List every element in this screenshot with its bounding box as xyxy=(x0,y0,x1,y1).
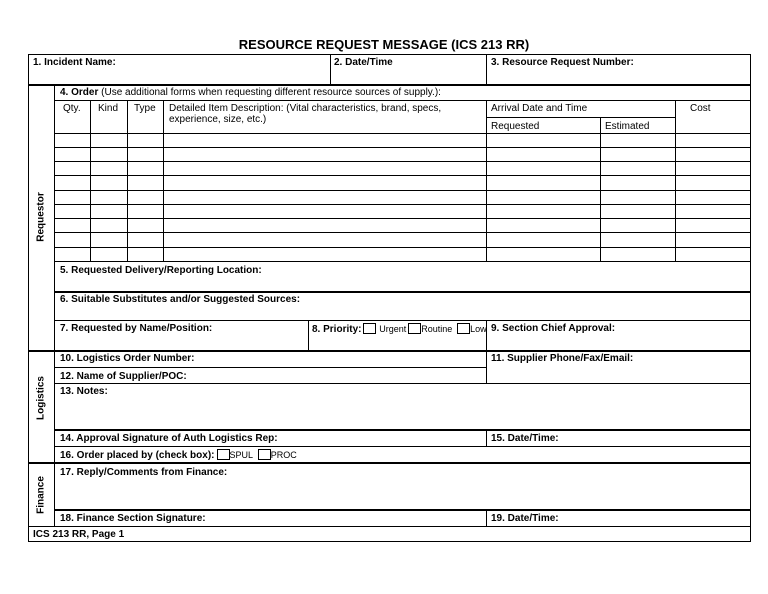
order-label: 4. Order xyxy=(60,87,99,98)
low-label: Low xyxy=(470,324,487,334)
low-checkbox[interactable] xyxy=(457,323,470,334)
section-column-divider xyxy=(54,85,55,527)
divider xyxy=(486,510,487,526)
spul-label: SPUL xyxy=(229,450,254,460)
requested-by-label: 7. Requested by Name/Position: xyxy=(60,323,213,334)
supplier-name-label: 12. Name of Supplier/POC: xyxy=(60,371,187,382)
divider xyxy=(28,526,751,527)
finance-section-label: Finance xyxy=(35,476,47,514)
divider xyxy=(55,383,751,384)
order-placed-group xyxy=(60,449,297,461)
order-placed-label: 16. Order placed by (check box): xyxy=(60,450,215,461)
table-row xyxy=(55,161,751,162)
col-kind: Kind xyxy=(98,103,119,114)
page-footer: ICS 213 RR, Page 1 xyxy=(33,529,125,540)
spul-checkbox[interactable] xyxy=(217,449,230,460)
divider xyxy=(486,430,487,446)
supplier-contact-label: 11. Supplier Phone/Fax/Email: xyxy=(491,353,634,364)
divider xyxy=(486,54,487,85)
table-row xyxy=(55,133,751,134)
priority-label: 8. Priority: xyxy=(312,324,362,335)
col-description-line1: Detailed Item Description: (Vital characteristics, brand, specs, xyxy=(169,103,442,114)
routine-label: Routine xyxy=(421,324,453,334)
table-row xyxy=(55,204,751,205)
substitutes-label: 6. Suitable Substitutes and/or Suggested Sources: xyxy=(60,294,301,305)
divider xyxy=(55,367,486,368)
urgent-checkbox[interactable] xyxy=(363,323,376,334)
table-row xyxy=(55,147,751,148)
proc-label: PROC xyxy=(270,450,297,460)
priority-group xyxy=(312,323,487,335)
form-title: RESOURCE REQUEST MESSAGE (ICS 213 RR) xyxy=(238,37,530,52)
divider xyxy=(55,429,751,431)
section-chief-label: 9. Section Chief Approval: xyxy=(491,323,616,334)
request-number-label: 3. Resource Request Number: xyxy=(491,57,634,68)
table-row xyxy=(55,218,751,219)
divider xyxy=(55,509,751,511)
logistics-order-label: 10. Logistics Order Number: xyxy=(60,353,195,364)
table-row xyxy=(55,232,751,233)
date-time-15-label: 15. Date/Time: xyxy=(491,433,559,444)
divider xyxy=(55,446,751,447)
date-time-label: 2. Date/Time xyxy=(334,57,393,68)
col-qty: Qty. xyxy=(63,103,81,114)
divider xyxy=(28,84,751,86)
col-requested: Requested xyxy=(491,121,540,132)
divider xyxy=(486,351,487,384)
divider xyxy=(308,320,309,350)
incident-name-label: 1. Incident Name: xyxy=(33,57,116,68)
col-type: Type xyxy=(134,103,156,114)
finance-signature-label: 18. Finance Section Signature: xyxy=(60,513,206,524)
divider xyxy=(55,291,751,293)
divider xyxy=(28,350,751,352)
divider xyxy=(28,462,751,464)
date-time-19-label: 19. Date/Time: xyxy=(491,513,559,524)
table-column-line xyxy=(163,100,164,262)
divider xyxy=(55,320,751,321)
table-row xyxy=(55,175,751,176)
routine-checkbox[interactable] xyxy=(408,323,421,334)
order-note: (Use additional forms when requesting different resource sources of supply.): xyxy=(101,87,441,98)
table-row xyxy=(55,261,751,262)
divider xyxy=(486,320,487,350)
table-column-line xyxy=(90,100,91,262)
col-cost: Cost xyxy=(690,103,711,114)
table-column-line xyxy=(486,100,487,262)
table-column-line xyxy=(675,100,676,262)
col-description-line2: experience, size, etc.) xyxy=(169,114,267,125)
table-row xyxy=(55,190,751,191)
delivery-location-label: 5. Requested Delivery/Reporting Location: xyxy=(60,265,262,276)
logistics-section-label: Logistics xyxy=(35,376,47,420)
divider xyxy=(486,117,675,118)
proc-checkbox[interactable] xyxy=(258,449,271,460)
order-heading xyxy=(60,87,441,98)
col-estimated: Estimated xyxy=(605,121,650,132)
notes-label: 13. Notes: xyxy=(60,386,108,397)
table-column-line xyxy=(127,100,128,262)
urgent-label: Urgent xyxy=(379,324,407,334)
divider xyxy=(330,54,331,85)
col-arrival: Arrival Date and Time xyxy=(491,103,588,114)
divider xyxy=(55,100,751,101)
requestor-section-label: Requestor xyxy=(35,192,47,242)
finance-comments-label: 17. Reply/Comments from Finance: xyxy=(60,467,228,478)
table-row xyxy=(55,247,751,248)
approval-signature-label: 14. Approval Signature of Auth Logistics Rep: xyxy=(60,433,278,444)
